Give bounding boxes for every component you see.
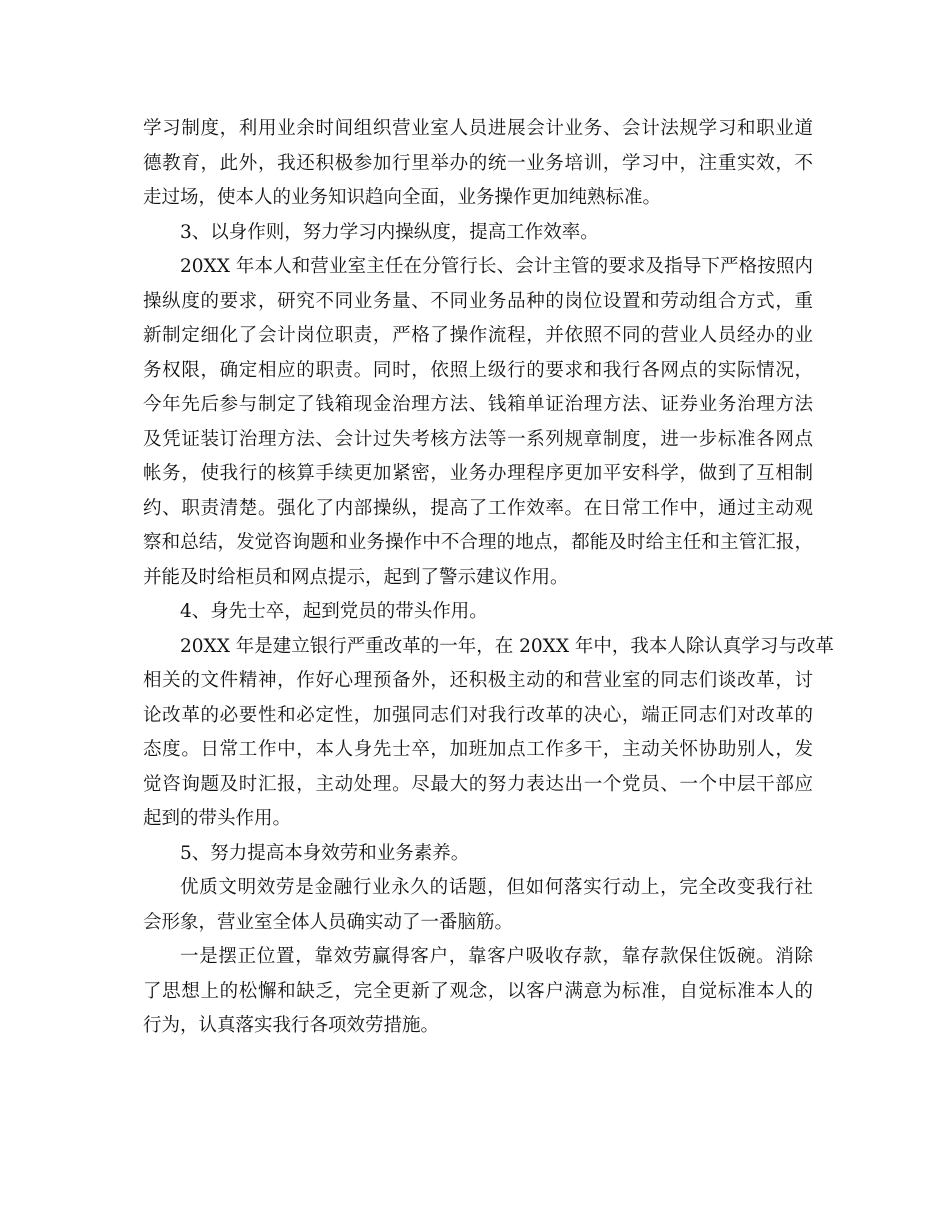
text-line: 会形象，营业室全体人员确实动了一番脑筋。 bbox=[143, 911, 514, 933]
text-line: 一是摆正位置，靠效劳赢得客户，靠客户吸收存款，靠存款保住饭碗。消除 bbox=[180, 946, 813, 967]
section-heading-4 bbox=[143, 595, 813, 630]
text-line: 今年先后参与制定了钱箱现金治理方法、钱箱单证治理方法、证券业务治理方法 bbox=[143, 394, 813, 415]
heading-line: 5、努力提高本身效劳和业务素养。 bbox=[180, 842, 470, 864]
text-line: 走过场，使本人的业务知识趋向全面，业务操作更加纯熟标准。 bbox=[143, 187, 662, 208]
text-line: 觉咨询题及时汇报，主动处理。尽最大的努力表达出一个党员、一个中层干部应 bbox=[143, 773, 813, 795]
text-line: 论改革的必要性和必定性，加强同志们对我行改革的决心，端正同志们对改革的 bbox=[143, 704, 813, 726]
text-line: 帐务，使我行的核算手续更加紧密，业务办理程序更加平安科学，做到了互相制 bbox=[143, 463, 813, 484]
text-line: 察和总结，发觉咨询题和业务操作中不合理的地点，都能及时给主任和主管汇报， bbox=[143, 532, 813, 553]
paragraph-study-system bbox=[143, 112, 813, 216]
text-line: 约、职责清楚。强化了内部操纵，提高了工作效率。在日常工作中，通过主动观 bbox=[143, 497, 813, 519]
paragraph-service-quality bbox=[143, 871, 813, 940]
text-line: 了思想上的松懈和缺乏，完全更新了观念，以客户满意为标准，自觉标准本人的 bbox=[143, 980, 813, 1002]
text-line: 操纵度的要求，研究不同业务量、不同业务品种的岗位设置和劳动组合方式，重 bbox=[143, 290, 813, 312]
paragraph-internal-control bbox=[143, 250, 813, 595]
text-line: 行为，认真落实我行各项效劳措施。 bbox=[143, 1015, 440, 1036]
text-line: 新制定细化了会计岗位职责，严格了操作流程，并依照不同的营业人员经办的业 bbox=[143, 325, 813, 346]
text-line: 相关的文件精神，作好心理预备外，还积极主动的和营业室的同志们谈改革，讨 bbox=[143, 670, 813, 691]
document-body bbox=[143, 112, 834, 1044]
paragraph-position bbox=[143, 940, 813, 1044]
text-line: 务权限，确定相应的职责。同时，依照上级行的要求和我行各网点的实际情况， bbox=[143, 359, 813, 381]
heading-line: 3、以身作则，努力学习内操纵度，提高工作效率。 bbox=[180, 221, 599, 243]
section-heading-5 bbox=[143, 837, 813, 872]
text-line: 并能及时给柜员和网点提示，起到了警示建议作用。 bbox=[143, 566, 569, 588]
heading-line: 4、身先士卒，起到党员的带头作用。 bbox=[180, 601, 488, 622]
text-line: 态度。日常工作中，本人身先士卒，加班加点工作多干，主动关怀协助别人，发 bbox=[143, 739, 813, 760]
text-line: 20XX 年是建立银行严重改革的一年，在 20XX 年中，我本人除认真学习与改革 bbox=[180, 635, 834, 657]
text-line: 优质文明效劳是金融行业永久的话题，但如何落实行动上，完全改变我行社 bbox=[180, 877, 813, 898]
text-line: 德教育，此外，我还积极参加行里举办的统一业务培训，学习中，注重实效，不 bbox=[143, 152, 813, 174]
section-heading-3 bbox=[143, 216, 813, 251]
text-line: 及凭证装订治理方法、会计过失考核方法等一系列规章制度，进一步标准各网点 bbox=[143, 428, 813, 450]
text-line: 学习制度，利用业余时间组织营业室人员进展会计业务、会计法规学习和职业道 bbox=[143, 118, 813, 139]
text-line: 起到的带头作用。 bbox=[143, 808, 292, 829]
paragraph-reform bbox=[143, 630, 834, 837]
text-line: 20XX 年本人和营业室主任在分管行长、会计主管的要求及指导下严格按照内 bbox=[180, 256, 813, 277]
